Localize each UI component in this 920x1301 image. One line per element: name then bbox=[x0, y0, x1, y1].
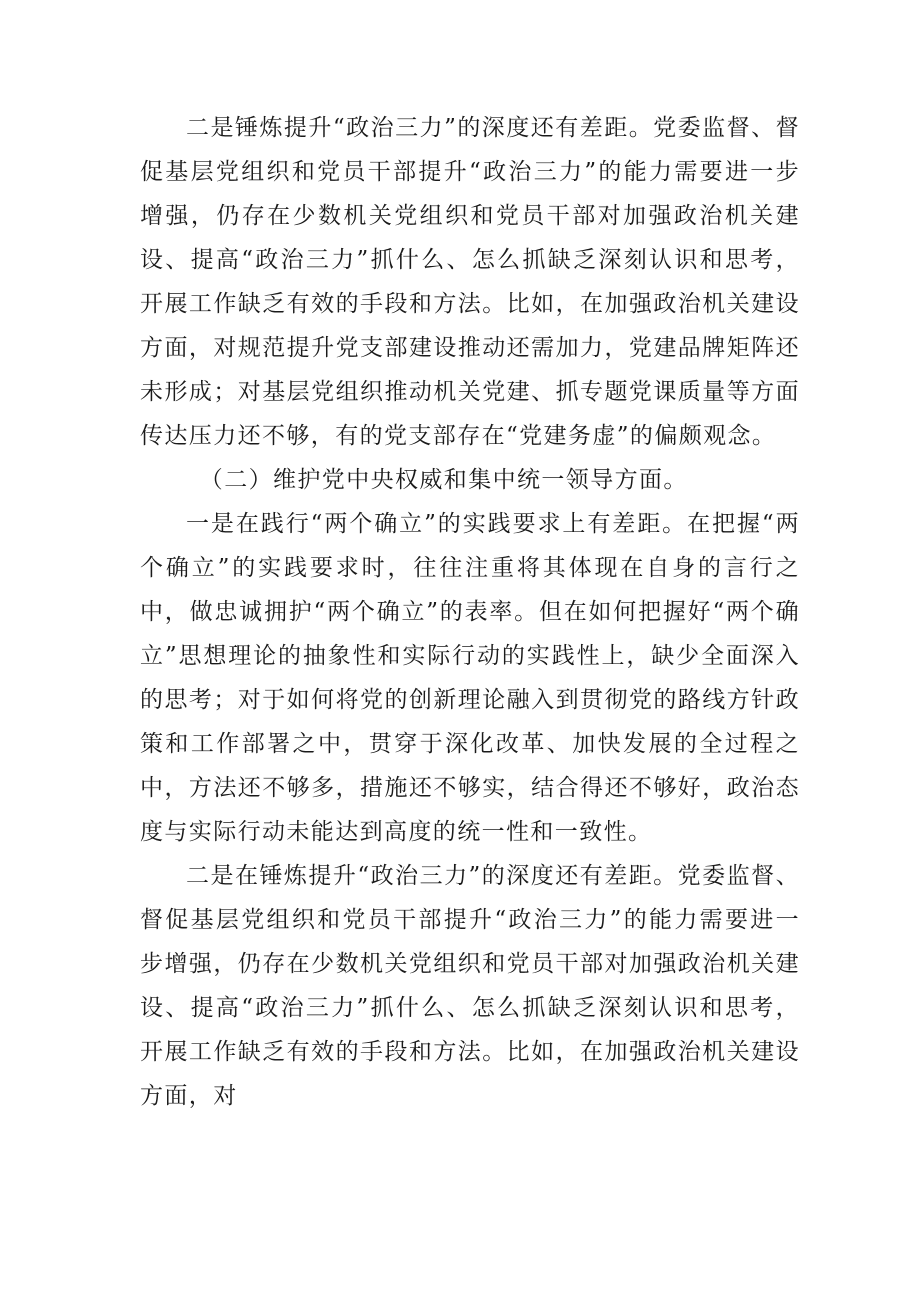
paragraph-political-capability-1: 二是锤炼提升“政治三力”的深度还有差距。党委监督、督促基层党组织和党员干部提升“政治三力”的能力需要进一步增强，仍存在少数机关党组织和党员干部对加强政治机关建设、提高“政治三力”抓什么、怎么抓缺乏深刻认识和思考，开展工作缺乏有效的手段和方法。比如，在加强政治机关建设方面，对规范提升党支部建设推动还需加力，党建品牌矩阵还未形成；对基层党组织推动机关党建、抓专题党课质量等方面传达压力还不够，有的党支部存在“党建务虚”的偏颇观念。 bbox=[140, 115, 800, 449]
document-body bbox=[140, 106, 800, 1118]
paragraph-political-capability-2: 二是在锤炼提升“政治三力”的深度还有差距。党委监督、督促基层党组织和党员干部提升“政治三力”的能力需要进一步增强，仍存在少数机关党组织和党员干部对加强政治机关建设、提高“政治三力”抓什么、怎么抓缺乏深刻认识和思考，开展工作缺乏有效的手段和方法。比如，在加强政治机关建设方面，对 bbox=[140, 863, 800, 1109]
paragraph-two-establishments: 一是在践行“两个确立”的实践要求上有差距。在把握“两个确立”的实践要求时，往往注重将其体现在自身的言行之中，做忠诚拥护“两个确立”的表率。但在如何把握好“两个确立”思想理论的抽象性和实际行动的实践性上，缺少全面深入的思考；对于如何将党的创新理论融入到贯彻党的路线方针政策和工作部署之中，贯穿于深化改革、加快发展的全过程之中，方法还不够多，措施还不够实，结合得还不够好，政治态度与实际行动未能达到高度的统一性和一致性。 bbox=[140, 511, 800, 845]
section-heading-central-authority: （二）维护党中央权威和集中统一领导方面。 bbox=[199, 467, 688, 493]
